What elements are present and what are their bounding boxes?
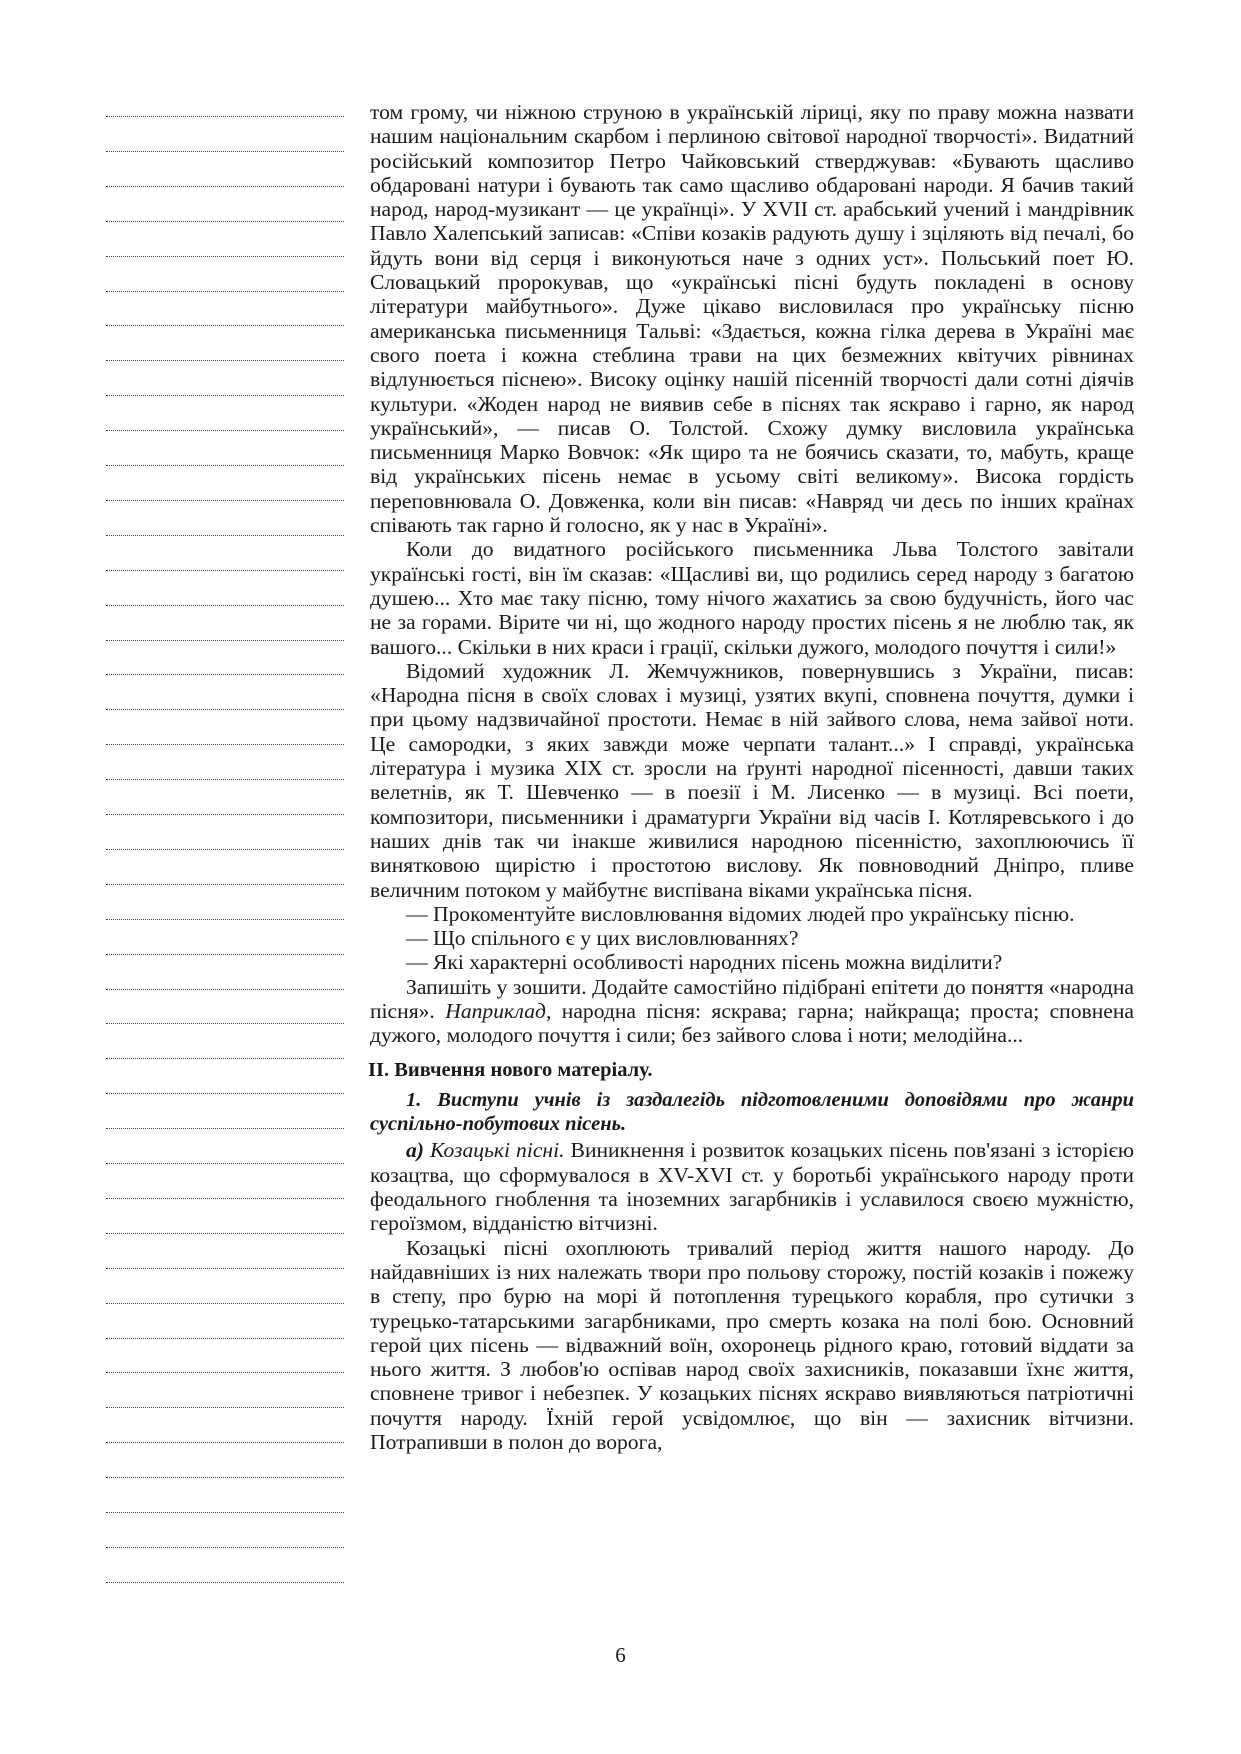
note-line bbox=[106, 709, 344, 710]
note-line bbox=[106, 221, 344, 222]
page-number: 6 bbox=[615, 1643, 626, 1667]
note-line bbox=[106, 849, 344, 850]
note-line bbox=[106, 919, 344, 920]
item-marker: а) bbox=[406, 1138, 424, 1163]
note-line bbox=[106, 884, 344, 885]
notes-margin bbox=[106, 0, 344, 1620]
note-line bbox=[106, 186, 344, 187]
note-line bbox=[106, 535, 344, 536]
paragraph-4-text-b: народна пісня: яскрава; гарна; найкраща; проста; сповнена дужого, молодого почуття і сили; без зайвого слова і ноти; мелодійна... bbox=[370, 998, 1134, 1048]
section-heading: II. Вивчення нового матеріалу. bbox=[368, 1058, 653, 1081]
example-label: Наприклад, bbox=[445, 998, 552, 1023]
note-line bbox=[106, 1547, 344, 1548]
note-line bbox=[106, 605, 344, 606]
note-line bbox=[106, 1338, 344, 1339]
note-line bbox=[106, 989, 344, 990]
note-line bbox=[106, 1128, 344, 1129]
note-line bbox=[106, 1163, 344, 1164]
note-line bbox=[106, 1512, 344, 1513]
note-line bbox=[106, 500, 344, 501]
note-line bbox=[106, 465, 344, 466]
note-line bbox=[106, 814, 344, 815]
paragraph-6: Козацькі пісні охоплюють тривалий період життя нашого народу. До найдавніших із них належать твори про польову сторожу, постій козаків і пожежу в степу, про бурю на морі й потоплення турецького корабля, про сутички з турецько-татарськими загарбниками, про смерть козака на полі бою. Основний герой цих пісень — відважний воїн, охоронець рідного краю, готовий віддати за нього життя. З любов'ю оспівав народ своїх захисників, показавши їхнє життя, сповнене тривог і небезпек. У козацьких піснях яскраво виявляються патріотичні почуття народу. Їхній герой усвідомлює, що він — захисник вітчизни. Потрапивши в полон до ворога, bbox=[370, 1235, 1134, 1455]
note-line bbox=[106, 1477, 344, 1478]
note-line bbox=[106, 1058, 344, 1059]
paragraph-4-text-a: Запишіть у зошити. Додайте самостійно підібрані епітети до поняття «народна пісня». bbox=[370, 974, 1134, 1023]
question-1: — Прокоментуйте висловлювання відомих людей про українську пісню. bbox=[406, 901, 1075, 926]
note-line bbox=[106, 1093, 344, 1094]
question-3: — Які характерні особливості народних пісень можна виділити? bbox=[406, 950, 1003, 975]
item-term: Козацькі пісні. bbox=[430, 1138, 565, 1163]
note-line bbox=[106, 744, 344, 745]
subheading: 1. Виступи учнів із заздалегідь підготовленими доповідями про жанри суспільно-побутових пісень. bbox=[370, 1088, 1134, 1136]
question-2: — Що спільного є у цих висловлюваннях? bbox=[406, 926, 799, 951]
note-line bbox=[106, 1303, 344, 1304]
paragraph-5 bbox=[370, 1138, 1134, 1235]
note-line bbox=[106, 1198, 344, 1199]
paragraph-4 bbox=[370, 975, 1134, 1048]
paragraph-2: Коли до видатного російського письменника Льва Толстого завітали українські гості, він їм сказав: «Щасливі ви, що родились серед народу з багатою душею... Хто має таку пісню, тому нічого жахатись за свою будучність, його час не за горами. Вірите чи ні, що жодного народу простих пісень я не люблю так, як вашого... Скільки в них краси і грації, скільки дужого, молодого почуття і сили!» bbox=[370, 537, 1134, 659]
note-line bbox=[106, 674, 344, 675]
paragraph-3: Відомий художник Л. Жемчужников, повернувшись з України, писав: «Народна пісня в своїх словах і музиці, узятих вкупі, сповнена почуття, думки і при цьому надзвичайної простоти. Немає в ній зайвого слова, нема зайвої ноти. Це самородки, з яких завжди може черпати талант...» І справді, українська література і музика XIX ст. зросли на ґрунті народної пісенності, давши таких велетнів, як Т. Шевченко — в поезії і М. Лисенко — в музиці. Всі поети, композитори, письменники і драматурги України від часів І. Котляревського і до наших днів так чи інакше живилися народною пісенністю, захоплюючись її винятковою щирістю і простотою вислову. Як повноводний Дніпро, пливе величним потоком у майбутнє виспівана віками українська пісня. bbox=[370, 658, 1134, 902]
note-line bbox=[106, 360, 344, 361]
note-line bbox=[106, 1372, 344, 1373]
note-line bbox=[106, 640, 344, 641]
note-line bbox=[106, 151, 344, 152]
note-line bbox=[106, 116, 344, 117]
paragraph-1: том грому, чи ніжною струною в українській ліриці, яку по праву можна назвати нашим національним скарбом і перлиною світової народної творчості». Видатний російський композитор Петро Чайковський стверджував: «Бувають щасливо обдаровані натури і бувають так само щасливо обдаровані народи. Я бачив такий народ, народ-музикант — це українці». У XVII ст. арабський учений і мандрівник Павло Халепський записав: «Співи козаків радують душу і зціляють від печалі, бо йдуть вони від серця і виконуються наче з одних уст». Польський поет Ю. Словацький пророкував, що «українські пісні будуть покладені в основу літератури майбутнього». Дуже цікаво висловилася про українську пісню американська письменниця Тальві: «Здається, кожна гілка дерева в Україні має свого поета і кожна стеблина трави на цих безмежних квітучих рівнинах відлунюється піснею». Високу оцінку нашій пісенній творчості дали сотні діячів культури. «Жоден народ не виявив себе в піснях так яскраво і гарно, як народ український», — писав О. Толстой. Схожу думку висловила українська письменниця Марко Вовчок: «Як щиро та не боячись сказати, то, мабуть, краще від українських пісень немає в усьому світі великому». Висока гордість переповнювала О. Довженка, коли він писав: «Навряд чи десь по інших країнах співають так гарно й голосно, як у нас в Україні». bbox=[370, 100, 1134, 538]
note-line bbox=[106, 325, 344, 326]
note-line bbox=[106, 1407, 344, 1408]
note-line bbox=[106, 1268, 344, 1269]
main-text bbox=[370, 100, 1134, 1454]
note-line bbox=[106, 779, 344, 780]
paragraph-5-text: Виникнення і розвиток козацьких пісень пов'язані з історією козацтва, що сформувалося в XV-XVI ст. у боротьбі українського народу проти феодального гноблення та іноземних загарбників і уславилося своєю мужністю, героїзмом, відданістю вітчизні. bbox=[370, 1138, 1134, 1236]
note-line bbox=[106, 570, 344, 571]
note-line bbox=[106, 256, 344, 257]
note-line bbox=[106, 1023, 344, 1024]
note-line bbox=[106, 430, 344, 431]
note-line bbox=[106, 395, 344, 396]
note-line bbox=[106, 1442, 344, 1443]
note-line bbox=[106, 291, 344, 292]
note-line bbox=[106, 1582, 344, 1583]
note-line bbox=[106, 954, 344, 955]
note-line bbox=[106, 1233, 344, 1234]
